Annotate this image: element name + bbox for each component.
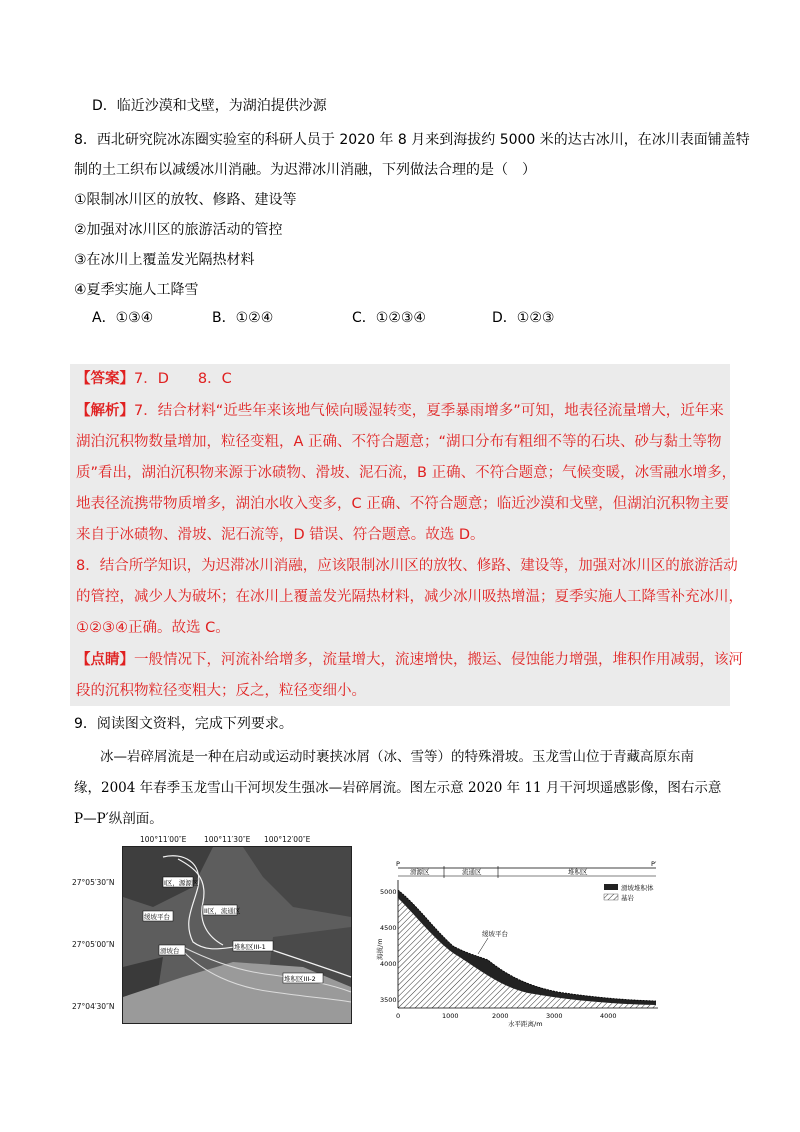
- legend-bedrock: 基岩: [621, 894, 634, 902]
- tip-label: 【点睛】: [76, 652, 134, 668]
- lat-label-1: 27°05′30″N: [72, 878, 115, 887]
- zone-flow: 流通区: [462, 868, 482, 876]
- analysis-line-4: 地表径流携带物质增多，湖泊水收入变多，C 正确、不符合题意；临近沙漠和戈壁，但湖泊沉积物主要: [76, 496, 729, 512]
- xtick-3000: 3000: [546, 1012, 563, 1020]
- q8-item-4: ④夏季实施人工降雪: [74, 282, 199, 298]
- q8-item-3: ③在冰川上覆盖发光隔热材料: [74, 252, 255, 268]
- answer-label: 【答案】: [76, 371, 134, 387]
- xtick-0: 0: [396, 1012, 401, 1020]
- legend-deposit: 滑坡堆积体: [621, 884, 654, 892]
- q9-passage-2: 缘，2004 年春季玉龙雪山干河坝发生强冰—岩碎屑流。图左示意 2020 年 11 月干河坝遥感影像，图右示意: [74, 780, 722, 796]
- analysis-line-2: 湖泊沉积物数量增加，粒径变粗，A 正确、不符合题意；“湖口分布有粗细不等的石块、砂与黏土等物: [76, 434, 722, 450]
- answer-line: [76, 369, 232, 389]
- q8-option-c[interactable]: C．①②③④: [352, 310, 426, 326]
- y-axis-label: 海拔/m: [376, 938, 384, 960]
- q9-passage-1: 冰—岩碎屑流是一种在启动或运动时裹挟冰屑（冰、雪等）的特殊滑坡。玉龙雪山位于青藏高原东南: [100, 749, 694, 765]
- x-axis-label: 水平距离/m: [508, 1020, 543, 1028]
- profile-end: P′: [651, 860, 657, 868]
- analysis-line-7: 的管控，减少人为破坏；在冰川上覆盖发光隔热材料，减少冰川吸热增温；夏季实施人工降雪补充冰川，: [76, 589, 743, 605]
- q8-item-1: ①限制冰川区的放牧、修路、建设等: [74, 192, 297, 208]
- ytick-5000: 5000: [380, 888, 397, 896]
- zone-label-5: 堆积区III-1: [234, 943, 266, 951]
- tip-text: 一般情况下，河流补给增多，流量增大，流速增快，搬运、侵蚀能力增强，堆积作用减弱，该河: [134, 652, 743, 668]
- zone-label-1: I区，源源区: [164, 879, 199, 887]
- zone-label-6: 堆积区III-2: [284, 975, 316, 983]
- tip-line-2: 段的沉积物粒径变粗大；反之，粒径变细小。: [76, 683, 366, 699]
- lat-label-2: 27°05′00″N: [72, 940, 115, 949]
- zone-label-4: 滑坡台: [160, 947, 180, 955]
- analysis-line-6: 8．结合所学知识，为迟滞冰川消融，应该限制冰川区的放牧、修路、建设等，加强对冰川区的旅游活动: [76, 558, 738, 574]
- analysis-label: 【解析】: [76, 403, 134, 419]
- lon-label-2: 100°11′30″E: [204, 835, 251, 844]
- tip-line-1: [76, 650, 743, 670]
- annotation-platform: 缓坡平台: [482, 930, 508, 938]
- q7-option-d: D．临近沙漠和戈壁，为湖泊提供沙源: [92, 98, 327, 114]
- xtick-4000: 4000: [600, 1012, 617, 1020]
- answer-text: 7．D 8．C: [134, 371, 232, 387]
- q8-option-d[interactable]: D．①②③: [492, 310, 555, 326]
- remote-sensing-image: [122, 846, 352, 1024]
- lat-label-3: 27°04′30″N: [72, 1002, 115, 1011]
- q8-stem-line1: 8．西北研究院冰冻圈实验室的科研人员于 2020 年 8 月来到海拔约 5000 米的达古冰川，在冰川表面铺盖特: [74, 132, 750, 148]
- zone-deposit: 堆积区: [568, 868, 588, 876]
- q8-item-2: ②加强对冰川区的旅游活动的管控: [74, 222, 283, 238]
- zone-label-3: II区，流通区: [204, 907, 241, 915]
- remote-sensing-svg: [123, 847, 351, 1023]
- q9-stem: 9．阅读图文资料，完成下列要求。: [74, 716, 293, 732]
- q8-stem-line2: 制的土工织布以减缓冰川消融。为迟滞冰川消融，下列做法合理的是（ ）: [74, 162, 536, 178]
- zone-source: 滑源区: [410, 868, 430, 876]
- ytick-3500: 3500: [380, 996, 397, 1004]
- zone-label-2: 缓坡平台: [144, 913, 170, 921]
- xtick-2000: 2000: [492, 1012, 509, 1020]
- lon-label-1: 100°11′00″E: [140, 835, 187, 844]
- analysis-line-8: ①②③④正确。故选 C。: [76, 620, 230, 636]
- profile-start: P: [396, 860, 400, 868]
- analysis-text: 7．结合材料“近些年来该地气候向暖湿转变，夏季暴雨增多”可知，地表径流量增大，近年来: [134, 403, 724, 419]
- analysis-line-5: 来自于冰碛物、滑坡、泥石流等，D 错误、符合题意。故选 D。: [76, 527, 485, 543]
- q8-option-a[interactable]: A．①③④: [92, 310, 154, 326]
- xtick-1000: 1000: [442, 1012, 459, 1020]
- ytick-4000: 4000: [380, 960, 397, 968]
- profile-figure: [378, 858, 674, 1028]
- analysis-line-3: 质”看出，湖泊沉积物来源于冰碛物、滑坡、泥石流，B 正确、不符合题意；气候变暖，冰雪融水增多，: [76, 465, 737, 481]
- ytick-4500: 4500: [380, 924, 397, 932]
- lon-label-3: 100°12′00″E: [264, 835, 311, 844]
- q8-option-b[interactable]: B．①②④: [212, 310, 274, 326]
- q9-passage-3: P—P′纵剖面。: [74, 811, 163, 827]
- analysis-line-1: [76, 401, 724, 421]
- profile-svg: [378, 858, 674, 1028]
